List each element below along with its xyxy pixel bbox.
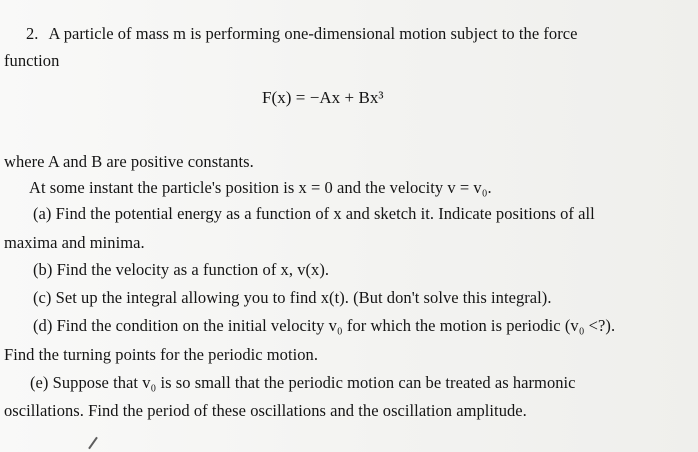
initial-conditions: At some instant the particle's position is x = 0 and the velocity v = v₀. — [29, 178, 492, 197]
problem-header-line — [26, 24, 578, 44]
pen-mark — [88, 437, 98, 450]
constants-note: where A and B are positive constants. — [4, 152, 254, 171]
problem-number: 2. — [26, 24, 39, 43]
part-c: (c) Set up the integral allowing you to find x(t). (But don't solve this integral). — [33, 288, 552, 307]
part-e-line-2: oscillations. Find the period of these oscillations and the oscillation amplitude. — [4, 401, 527, 420]
part-d-line-1: (d) Find the condition on the initial velocity v₀ for which the motion is periodic (v₀ <?). — [33, 316, 616, 335]
part-d-line-2: Find the turning points for the periodic motion. — [4, 345, 319, 364]
part-a-line-2: maxima and minima. — [4, 233, 145, 252]
force-equation: F(x) = −Ax + Bx³ — [262, 88, 384, 107]
part-a-line-1: (a) Find the potential energy as a function of x and sketch it. Indicate positions of all — [33, 204, 595, 223]
part-b: (b) Find the velocity as a function of x, v(x). — [33, 260, 330, 279]
problem-statement-line-1: A particle of mass m is performing one-dimensional motion subject to the force — [48, 24, 578, 43]
part-e-line-1: (e) Suppose that v₀ is so small that the periodic motion can be treated as harmonic — [30, 373, 576, 392]
problem-statement-line-2: function — [4, 51, 60, 70]
